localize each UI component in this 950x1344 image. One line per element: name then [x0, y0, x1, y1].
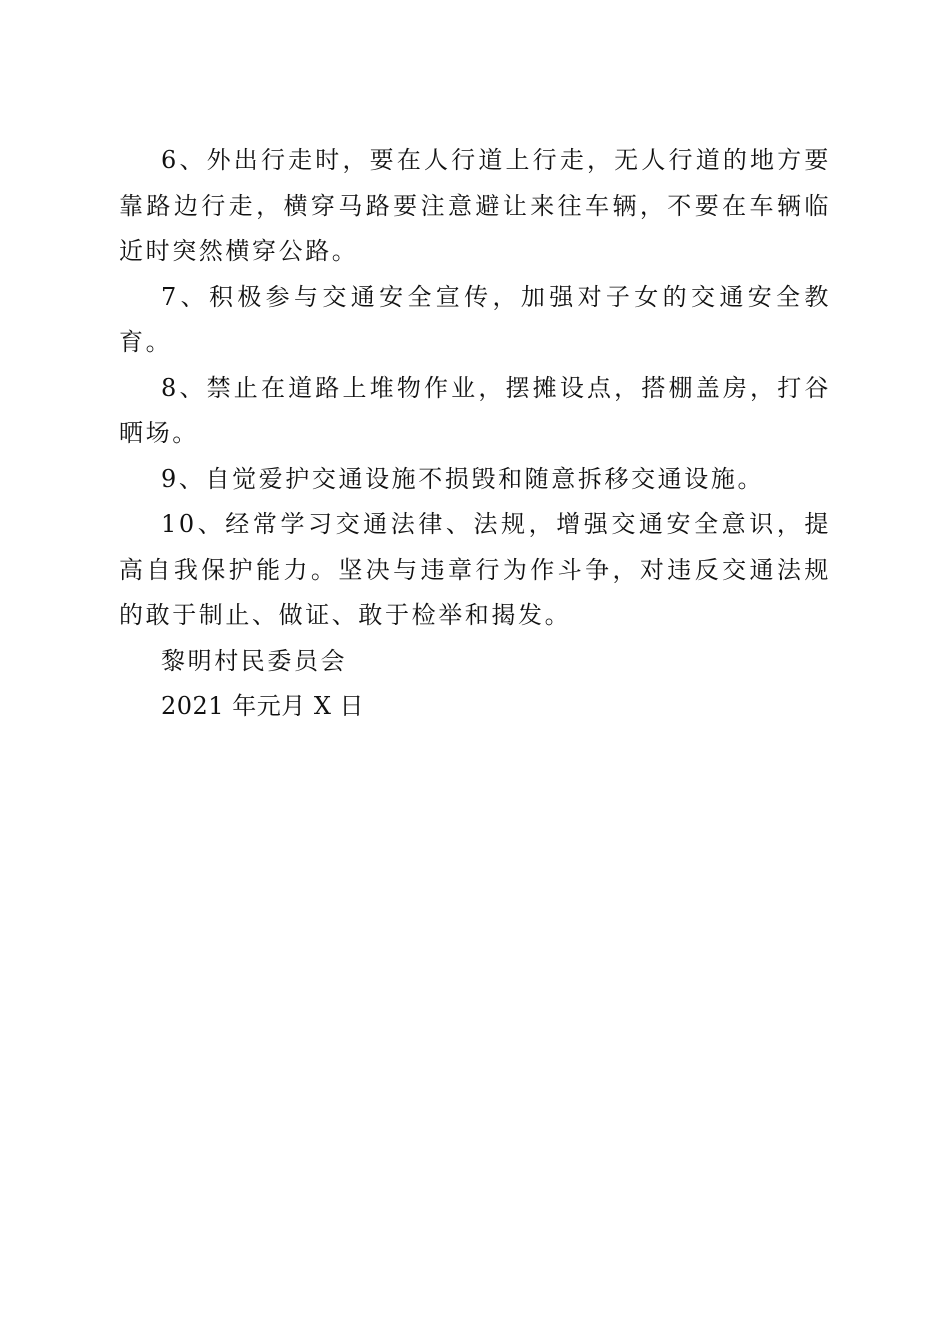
- document-body: [119, 138, 831, 730]
- date-line: 2021 年元月 X 日: [161, 692, 365, 720]
- paragraph-item-9: 9、自觉爱护交通设施不损毁和随意拆移交通设施。: [161, 464, 765, 493]
- paragraph-item-8: 8、禁止在道路上堆物作业，摆摊设点，搭棚盖房，打谷晒场。: [119, 373, 831, 447]
- signature-line: 黎明村民委员会: [161, 646, 348, 675]
- paragraph-item-10: 10、经常学习交通法律、法规，增强交通安全意识，提高自我保护能力。坚决与违章行为作斗争，对违反交通法规的敢于制止、做证、敢于检举和揭发。: [119, 510, 831, 629]
- paragraph-item-7: 7、积极参与交通安全宣传，加强对子女的交通安全教育。: [119, 282, 831, 356]
- paragraph-item-6: 6、外出行走时，要在人行道上行走，无人行道的地方要靠路边行走，横穿马路要注意避让来往车辆，不要在车辆临近时突然横穿公路。: [119, 146, 831, 265]
